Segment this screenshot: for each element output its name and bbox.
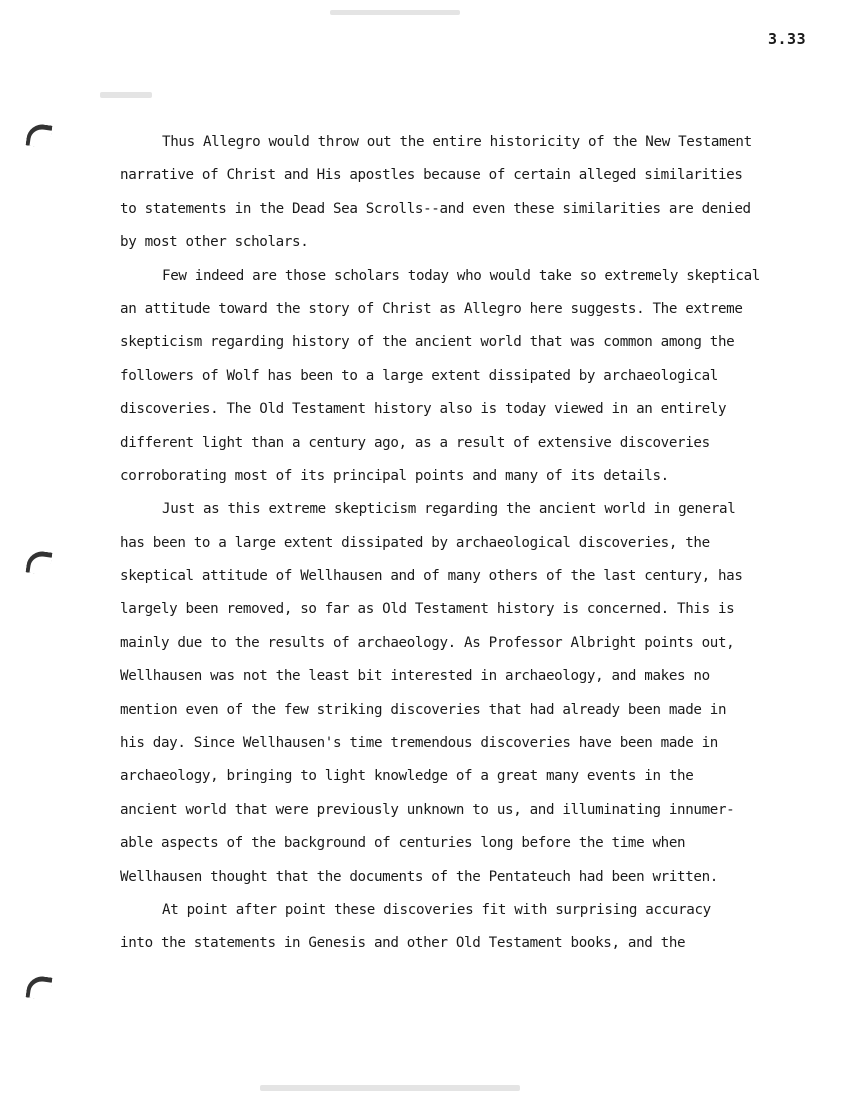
text-line: his day. Since Wellhausen's time tremendous discoveries have been made in xyxy=(120,735,718,752)
body-text xyxy=(120,126,810,961)
paragraph xyxy=(120,493,810,894)
text-line: skepticism regarding history of the ancient world that was common among the xyxy=(120,334,735,351)
text-line: into the statements in Genesis and other Old Testament books, and the xyxy=(120,935,686,952)
text-line: narrative of Christ and His apostles because of certain alleged similarities xyxy=(120,167,743,184)
text-line: able aspects of the background of centuries long before the time when xyxy=(120,835,686,852)
text-line: Wellhausen thought that the documents of the Pentateuch had been written. xyxy=(120,868,718,885)
text-line: Thus Allegro would throw out the entire historicity of the New Testament xyxy=(162,134,752,150)
text-line: largely been removed, so far as Old Testament history is concerned. This is xyxy=(120,601,735,618)
text-line: mention even of the few striking discoveries that had already been made in xyxy=(120,701,727,718)
paragraph xyxy=(120,894,810,961)
text-line: archaeology, bringing to light knowledge of a great many events in the xyxy=(120,768,694,785)
text-line: by most other scholars. xyxy=(120,234,309,251)
text-line: to statements in the Dead Sea Scrolls--and even these similarities are denied xyxy=(120,200,751,217)
paragraph xyxy=(120,260,810,494)
binder-hole-middle xyxy=(26,549,53,575)
page-number: 3.33 xyxy=(768,30,807,48)
text-line: corroborating most of its principal points and many of its details. xyxy=(120,467,669,484)
text-line: discoveries. The Old Testament history also is today viewed in an entirely xyxy=(120,401,727,418)
scan-smudge xyxy=(330,10,460,15)
text-line: different light than a century ago, as a result of extensive discoveries xyxy=(120,434,710,451)
scan-smudge xyxy=(260,1085,520,1091)
paragraph xyxy=(120,126,810,260)
text-line: At point after point these discoveries fit with surprising accuracy xyxy=(162,901,711,918)
binder-hole-top xyxy=(26,122,53,148)
text-line: Just as this extreme skepticism regarding the ancient world in general xyxy=(162,501,736,518)
text-line: skeptical attitude of Wellhausen and of many others of the last century, has xyxy=(120,568,743,585)
text-line: ancient world that were previously unknown to us, and illuminating innumer- xyxy=(120,801,735,818)
binder-hole-bottom xyxy=(26,974,53,1000)
text-line: has been to a large extent dissipated by archaeological discoveries, the xyxy=(120,534,710,551)
text-line: followers of Wolf has been to a large extent dissipated by archaeological xyxy=(120,367,718,384)
scan-smudge xyxy=(100,92,152,98)
text-line: Few indeed are those scholars today who would take so extremely skeptical xyxy=(162,267,760,284)
text-line: mainly due to the results of archaeology. As Professor Albright points out, xyxy=(120,634,735,651)
text-line: Wellhausen was not the least bit interested in archaeology, and makes no xyxy=(120,668,710,685)
text-line: an attitude toward the story of Christ as Allegro here suggests. The extreme xyxy=(120,300,743,317)
